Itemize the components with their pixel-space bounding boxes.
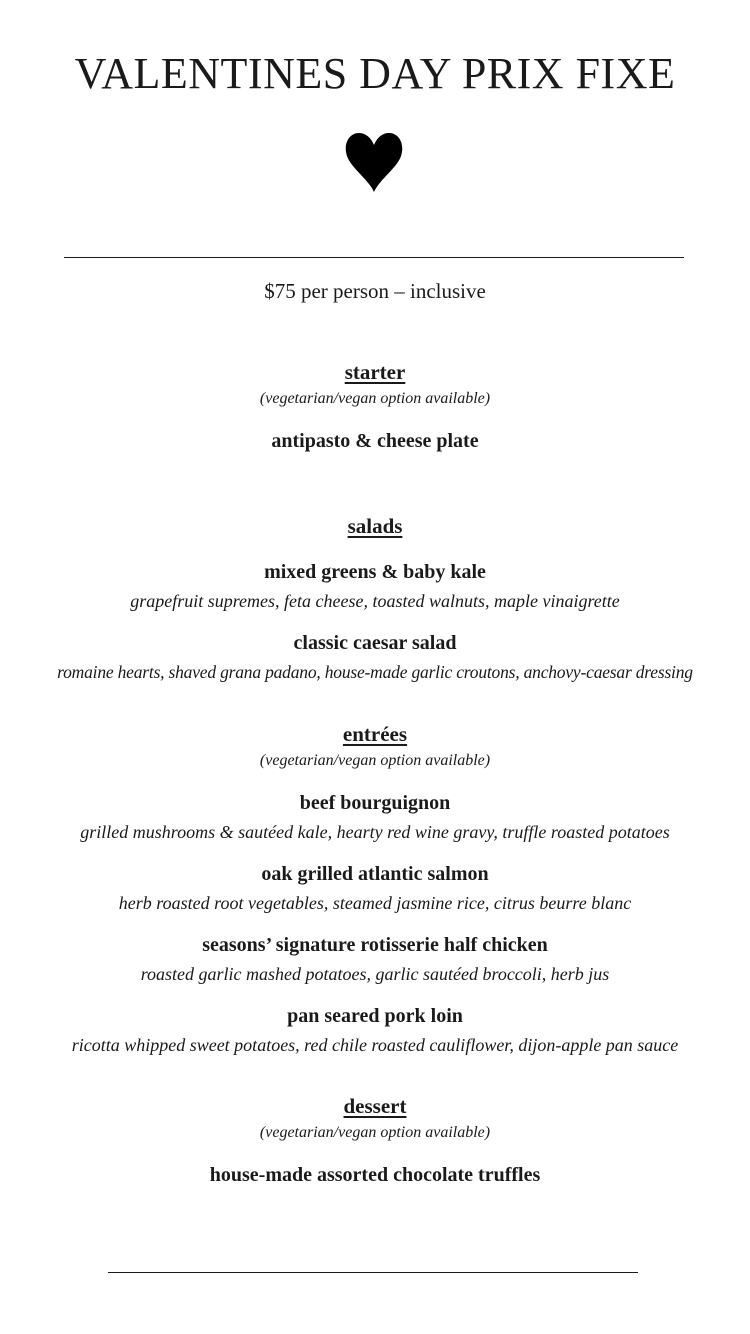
dish-name: house-made assorted chocolate truffles (209, 1164, 541, 1186)
dish-description: grapefruit supremes, feta cheese, toasted walnuts, maple vinaigrette (130, 591, 620, 611)
dish-name: classic caesar salad (293, 632, 457, 654)
top-divider (64, 257, 684, 258)
dish-name: beef bourguignon (299, 792, 451, 814)
section-heading-starter: starter (344, 360, 406, 384)
dish-name: mixed greens & baby kale (264, 561, 486, 583)
heart-icon (343, 130, 405, 194)
price-line: $75 per person – inclusive (264, 279, 486, 303)
dish-name: pan seared pork loin (287, 1005, 463, 1027)
dish-description: grilled mushrooms & sautéed kale, hearty red wine gravy, truffle roasted potatoes (80, 822, 670, 842)
dish-name: oak grilled atlantic salmon (261, 863, 489, 885)
section-heading-entrees: entrées (342, 722, 408, 746)
dish-description: ricotta whipped sweet potatoes, red chile roasted cauliflower, dijon-apple pan sauce (71, 1035, 679, 1055)
dish-description: romaine hearts, shaved grana padano, house-made garlic croutons, anchovy-caesar dressing (57, 662, 693, 682)
section-heading-dessert: dessert (343, 1094, 407, 1118)
dish-name: antipasto & cheese plate (271, 430, 479, 452)
menu-title: VALENTINES DAY PRIX FIXE (74, 49, 676, 98)
dish-description: roasted garlic mashed potatoes, garlic sautéed broccoli, herb jus (140, 964, 610, 984)
dish-description: herb roasted root vegetables, steamed jasmine rice, citrus beurre blanc (118, 893, 632, 913)
bottom-divider (108, 1272, 638, 1273)
section-note-starter: (vegetarian/vegan option available) (259, 390, 491, 407)
section-note-entrees: (vegetarian/vegan option available) (259, 752, 491, 769)
dish-name: seasons’ signature rotisserie half chicken (202, 934, 548, 956)
section-heading-salads: salads (347, 514, 403, 538)
section-note-dessert: (vegetarian/vegan option available) (259, 1124, 491, 1141)
